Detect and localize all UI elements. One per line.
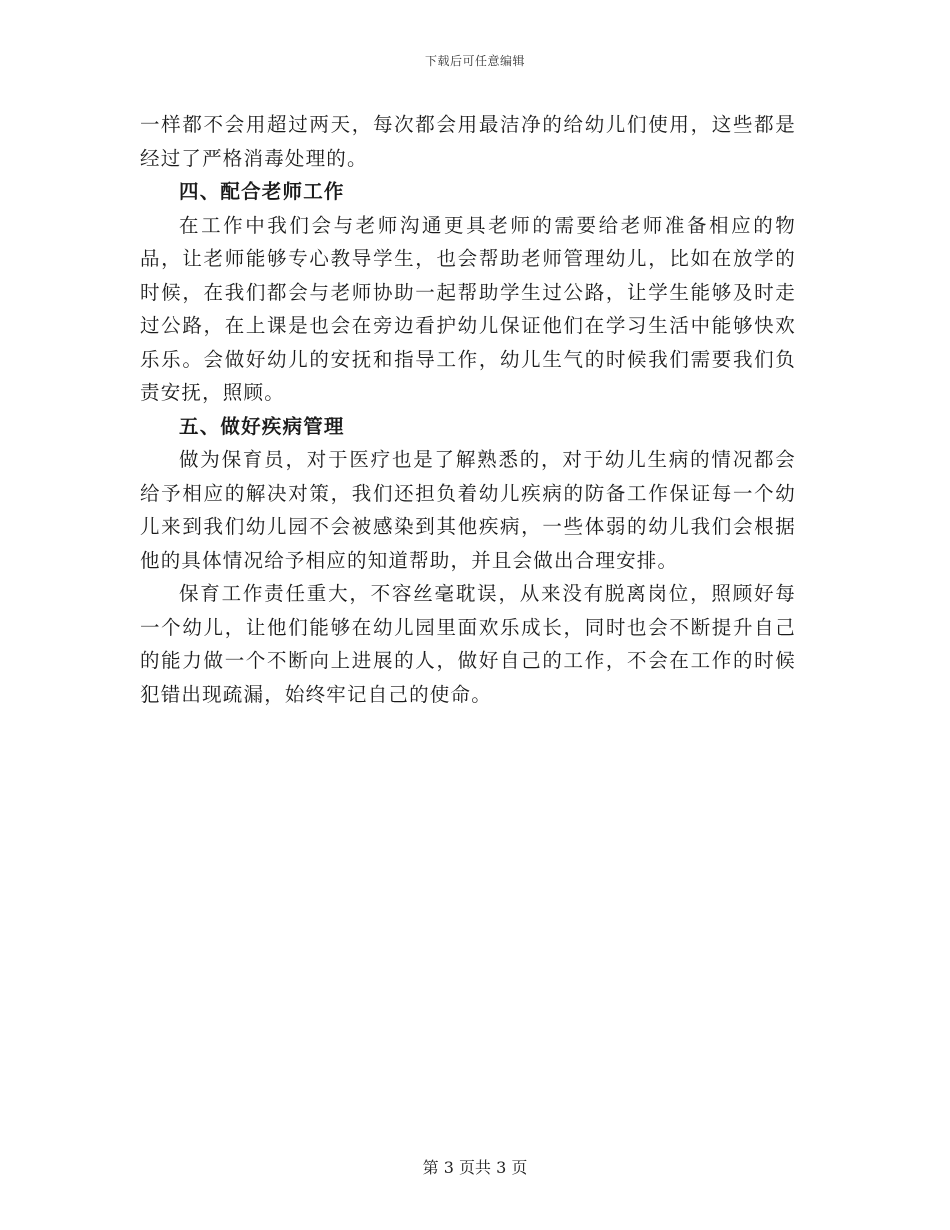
page-header: 下载后可任意编辑 (424, 54, 525, 68)
section-heading-4: 四、配合老师工作 (179, 180, 345, 203)
paragraph-conclusion: 保育工作责任重大，不容丝毫耽误，从来没有脱离岗位，照顾好每一个幼儿，让他们能够在幼儿园里面欢乐成长，同时也会不断提升自己的能力做一个不断向上进展的人，做好自己的工作，不会在工作的时候犯错出现疏漏，始终牢记自己的使命。 (140, 582, 796, 706)
section-heading-5: 五、做好疾病管理 (179, 414, 345, 438)
document-body (140, 108, 796, 711)
paragraph-teacher-cooperation: 在工作中我们会与老师沟通更具老师的需要给老师准备相应的物品，让老师能够专心教导学生，也会帮助老师管理幼儿，比如在放学的时候，在我们都会与老师协助一起帮助学生过公路，让学生能够及时走过公路，在上课是也会在旁边看护幼儿保证他们在学习生活中能够快欢乐乐。会做好幼儿的安抚和指导工作，幼儿生气的时候我们需要我们负责安抚，照顾。 (140, 213, 796, 404)
page-footer: 第 3 页共 3 页 (422, 1158, 528, 1177)
paragraph-disease-management: 做为保育员，对于医疗也是了解熟悉的，对于幼儿生病的情况都会给予相应的解决对策，我们还担负着幼儿疾病的防备工作保证每一个幼儿来到我们幼儿园不会被感染到其他疾病，一些体弱的幼儿我们会根据他的具体情况给予相应的知道帮助，并且会做出合理安排。 (140, 448, 796, 572)
paragraph-continuation: 一样都不会用超过两天，每次都会用最洁净的给幼儿们使用，这些都是经过了严格消毒处理的。 (140, 113, 796, 170)
